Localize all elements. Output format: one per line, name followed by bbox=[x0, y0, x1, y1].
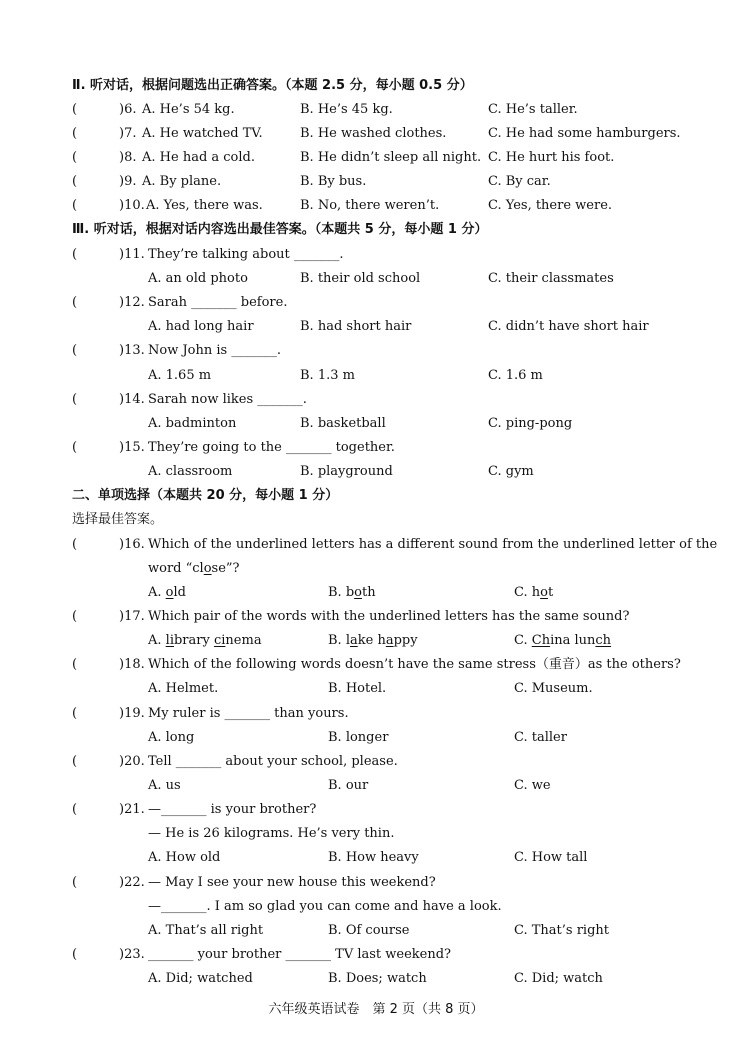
question-text: Which pair of the words with the underlined letters has the same sound? bbox=[148, 609, 630, 624]
answer-paren[interactable]: ( bbox=[72, 706, 78, 721]
answer-paren[interactable]: ( bbox=[72, 126, 78, 141]
question-text: My ruler is _______ than yours. bbox=[148, 706, 349, 721]
question-6 bbox=[0, 100, 752, 120]
question-number: )6. bbox=[119, 102, 137, 117]
question-number: )7. bbox=[119, 126, 137, 141]
question-23-options bbox=[0, 969, 752, 989]
option-a: A. had long hair bbox=[148, 319, 254, 334]
option-a: A. He watched TV. bbox=[142, 126, 263, 141]
option-c: C. That’s right bbox=[514, 923, 609, 938]
question-17 bbox=[0, 607, 752, 627]
answer-paren[interactable]: ( bbox=[72, 875, 78, 890]
question-text: Sarah now likes _______. bbox=[148, 392, 307, 407]
option-b: B. How heavy bbox=[328, 850, 419, 865]
option-a: A. That’s all right bbox=[148, 923, 264, 938]
option-a: A. long bbox=[148, 730, 195, 745]
question-17-options bbox=[0, 631, 752, 651]
question-text: Which of the underlined letters has a different sound from the underlined letter of the bbox=[148, 537, 718, 552]
question-text-cont: word “close”? bbox=[148, 561, 240, 576]
question-8 bbox=[0, 148, 752, 168]
option-c: C. By car. bbox=[488, 174, 551, 189]
option-c: C. we bbox=[514, 778, 551, 793]
question-16-cont bbox=[0, 559, 752, 579]
question-22-options bbox=[0, 921, 752, 941]
option-a: A. us bbox=[148, 778, 181, 793]
option-a: A. an old photo bbox=[148, 271, 248, 286]
question-19-options bbox=[0, 728, 752, 748]
option-b: B. longer bbox=[328, 730, 389, 745]
option-b: B. their old school bbox=[300, 271, 421, 286]
question-text: Tell _______ about your school, please. bbox=[148, 754, 398, 769]
option-a: A. Did; watched bbox=[148, 971, 253, 986]
answer-paren[interactable]: ( bbox=[72, 198, 78, 213]
answer-paren[interactable]: ( bbox=[72, 247, 78, 262]
option-b: B. Hotel. bbox=[328, 681, 387, 696]
question-number: )18. bbox=[119, 657, 145, 672]
option-b: B. both bbox=[328, 585, 376, 600]
option-c: C. 1.6 m bbox=[488, 368, 543, 383]
option-c: C. didn’t have short hair bbox=[488, 319, 649, 334]
part-2-instruction: 选择最佳答案。 bbox=[72, 512, 164, 527]
question-12-options bbox=[0, 317, 752, 337]
question-18 bbox=[0, 655, 752, 675]
question-10 bbox=[0, 196, 752, 216]
question-7 bbox=[0, 124, 752, 144]
section-2-title: Ⅱ. 听对话，根据问题选出正确答案。（本题 2.5 分，每小题 0.5 分） bbox=[72, 78, 473, 93]
option-a: A. badminton bbox=[148, 416, 237, 431]
option-c: C. their classmates bbox=[488, 271, 614, 286]
question-14 bbox=[0, 390, 752, 410]
option-c: C. hot bbox=[514, 585, 554, 600]
option-a: A. Helmet. bbox=[148, 681, 219, 696]
option-a: A. Yes, there was. bbox=[146, 198, 263, 213]
question-16-options bbox=[0, 583, 752, 603]
question-19 bbox=[0, 704, 752, 724]
question-number: )11. bbox=[119, 247, 145, 262]
option-c: C. ping-pong bbox=[488, 416, 573, 431]
answer-paren[interactable]: ( bbox=[72, 802, 78, 817]
answer-paren[interactable]: ( bbox=[72, 440, 78, 455]
question-number: )12. bbox=[119, 295, 145, 310]
option-b: B. He’s 45 kg. bbox=[300, 102, 393, 117]
question-number: )22. bbox=[119, 875, 145, 890]
answer-paren[interactable]: ( bbox=[72, 174, 78, 189]
question-9 bbox=[0, 172, 752, 192]
question-21-options bbox=[0, 848, 752, 868]
option-b: B. By bus. bbox=[300, 174, 367, 189]
option-b: B. playground bbox=[300, 464, 393, 479]
option-b: B. 1.3 m bbox=[300, 368, 355, 383]
section-3-title: Ⅲ. 听对话，根据对话内容选出最佳答案。（本题共 5 分，每小题 1 分） bbox=[72, 222, 488, 237]
question-16 bbox=[0, 535, 752, 555]
question-15-options bbox=[0, 462, 752, 482]
option-a: A. He had a cold. bbox=[142, 150, 255, 165]
question-number: )19. bbox=[119, 706, 145, 721]
option-b: B. basketball bbox=[300, 416, 386, 431]
option-c: C. China lunch bbox=[514, 633, 612, 648]
option-a: A. How old bbox=[148, 850, 221, 865]
question-number: )17. bbox=[119, 609, 145, 624]
answer-paren[interactable]: ( bbox=[72, 150, 78, 165]
question-text: They’re going to the _______ together. bbox=[148, 440, 395, 455]
question-23 bbox=[0, 945, 752, 965]
question-15 bbox=[0, 438, 752, 458]
answer-paren[interactable]: ( bbox=[72, 295, 78, 310]
question-20 bbox=[0, 752, 752, 772]
question-12 bbox=[0, 293, 752, 313]
answer-paren[interactable]: ( bbox=[72, 392, 78, 407]
question-14-options bbox=[0, 414, 752, 434]
option-b: B. No, there weren’t. bbox=[300, 198, 440, 213]
answer-paren[interactable]: ( bbox=[72, 102, 78, 117]
question-number: )16. bbox=[119, 537, 145, 552]
option-c: C. taller bbox=[514, 730, 567, 745]
question-text: They’re talking about _______. bbox=[148, 247, 344, 262]
question-22 bbox=[0, 873, 752, 893]
question-number: )23. bbox=[119, 947, 145, 962]
question-number: )14. bbox=[119, 392, 145, 407]
answer-paren[interactable]: ( bbox=[72, 754, 78, 769]
question-number: )21. bbox=[119, 802, 145, 817]
question-22-cont bbox=[0, 897, 752, 917]
question-text-cont: — He is 26 kilograms. He’s very thin. bbox=[148, 826, 395, 841]
question-number: )13. bbox=[119, 343, 145, 358]
option-c: C. He had some hamburgers. bbox=[488, 126, 681, 141]
question-text: Now John is _______. bbox=[148, 343, 281, 358]
option-c: C. He hurt his foot. bbox=[488, 150, 615, 165]
question-18-options bbox=[0, 679, 752, 699]
question-text-cont: —_______. I am so glad you can come and have a look. bbox=[148, 899, 502, 914]
option-b: B. lake happy bbox=[328, 633, 418, 648]
question-21 bbox=[0, 800, 752, 820]
answer-paren[interactable]: ( bbox=[72, 537, 78, 552]
option-a: A. By plane. bbox=[142, 174, 222, 189]
question-11 bbox=[0, 245, 752, 265]
question-number: )10. bbox=[119, 198, 145, 213]
option-c: C. Did; watch bbox=[514, 971, 603, 986]
question-11-options bbox=[0, 269, 752, 289]
answer-paren[interactable]: ( bbox=[72, 947, 78, 962]
option-b: B. had short hair bbox=[300, 319, 412, 334]
page-footer: 六年级英语试卷 第 2 页（共 8 页） bbox=[268, 1002, 484, 1017]
question-13-options bbox=[0, 366, 752, 386]
answer-paren[interactable]: ( bbox=[72, 657, 78, 672]
question-21-cont bbox=[0, 824, 752, 844]
question-text: — May I see your new house this weekend? bbox=[148, 875, 436, 890]
option-b: B. He didn’t sleep all night. bbox=[300, 150, 482, 165]
question-number: )8. bbox=[119, 150, 137, 165]
option-c: C. gym bbox=[488, 464, 534, 479]
option-a: A. 1.65 m bbox=[148, 368, 212, 383]
answer-paren[interactable]: ( bbox=[72, 343, 78, 358]
option-a: A. old bbox=[148, 585, 186, 600]
option-a: A. He’s 54 kg. bbox=[142, 102, 235, 117]
part-2-title: 二、单项选择（本题共 20 分，每小题 1 分） bbox=[72, 488, 339, 503]
answer-paren[interactable]: ( bbox=[72, 609, 78, 624]
option-b: B. Does; watch bbox=[328, 971, 427, 986]
question-text: —_______ is your brother? bbox=[148, 802, 317, 817]
option-c: C. Museum. bbox=[514, 681, 593, 696]
option-a: A. library cinema bbox=[148, 633, 262, 648]
question-text: _______ your brother _______ TV last weekend? bbox=[148, 947, 452, 962]
question-text: Which of the following words doesn’t have the same stress（重音）as the others? bbox=[148, 657, 681, 672]
option-b: B. our bbox=[328, 778, 369, 793]
option-b: B. He washed clothes. bbox=[300, 126, 447, 141]
question-20-options bbox=[0, 776, 752, 796]
option-c: C. How tall bbox=[514, 850, 588, 865]
question-number: )20. bbox=[119, 754, 145, 769]
option-b: B. Of course bbox=[328, 923, 410, 938]
question-13 bbox=[0, 341, 752, 361]
question-number: )15. bbox=[119, 440, 145, 455]
question-number: )9. bbox=[119, 174, 137, 189]
question-text: Sarah _______ before. bbox=[148, 295, 288, 310]
option-c: C. Yes, there were. bbox=[488, 198, 613, 213]
option-a: A. classroom bbox=[148, 464, 233, 479]
option-c: C. He’s taller. bbox=[488, 102, 578, 117]
